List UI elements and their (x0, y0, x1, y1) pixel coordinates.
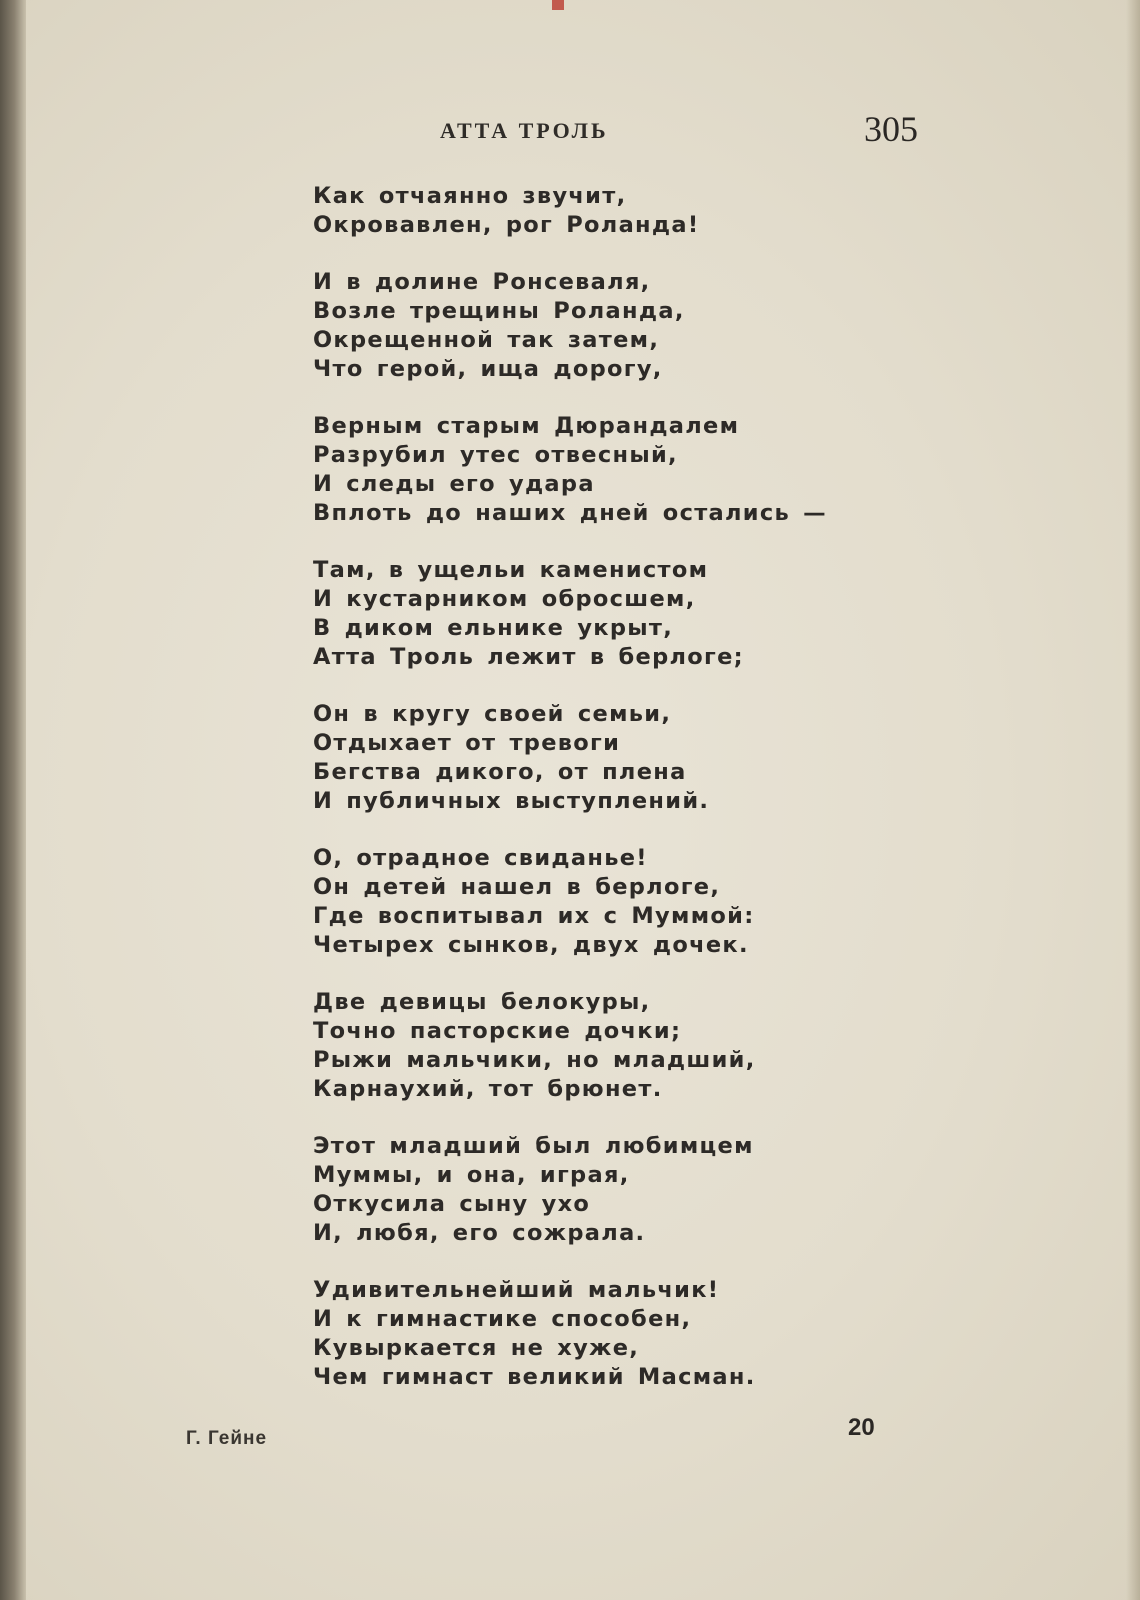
verse-line: Рыжи мальчики, но младший, (313, 1047, 756, 1073)
verse-line: Четырех сынков, двух дочек. (313, 932, 749, 958)
verse-line: В диком ельнике укрыт, (313, 615, 674, 641)
red-mark (552, 0, 564, 10)
footer-author: Г. Гейне (186, 1428, 268, 1449)
verse-line: И, любя, его сожрала. (313, 1220, 646, 1246)
verse-line: Чем гимнаст великий Масман. (313, 1364, 756, 1390)
verse-line: Где воспитывал их с Муммой: (313, 903, 755, 929)
running-title: АТТА ТРОЛЬ (440, 118, 609, 143)
page-number: 305 (864, 109, 918, 149)
verse-line: Отдыхает от тревоги (313, 730, 621, 756)
stanza (313, 412, 873, 528)
verse-line: Вплоть до наших дней остались — (313, 500, 827, 526)
verse-line: Разрубил утес отвесный, (313, 442, 678, 468)
verse-line: Бегства дикого, от плена (313, 759, 687, 785)
verse-line: Окрещенной так затем, (313, 327, 660, 353)
verse-line: Кувыркается не хуже, (313, 1335, 640, 1361)
book-spine (0, 0, 26, 1600)
verse-line: И следы его удара (313, 471, 595, 497)
verse-line: Атта Троль лежит в берлоге; (313, 644, 744, 670)
stanza (313, 182, 873, 240)
verse-line: Точно пасторские дочки; (313, 1018, 682, 1044)
verse-line: О, отрадное свиданье! (313, 845, 648, 871)
verse-line: Возле трещины Роланда, (313, 298, 685, 324)
verse-line: Верным старым Дюрандалем (313, 413, 740, 439)
verse-line: Он в кругу своей семьи, (313, 701, 672, 727)
stanza (313, 988, 873, 1104)
verse-line: Что герой, ища дорогу, (313, 356, 663, 382)
verse-line: Там, в ущельи каменистом (313, 557, 709, 583)
verse-line: Две девицы белокуры, (313, 989, 651, 1015)
stanza (313, 556, 873, 672)
stanza (313, 844, 873, 960)
verse-line: И кустарником обросшем, (313, 586, 696, 612)
verse-line: Этот младший был любимцем (313, 1133, 754, 1159)
poem-text (313, 182, 873, 1420)
verse-line: И в долине Ронсеваля, (313, 269, 651, 295)
verse-line: Карнаухий, тот брюнет. (313, 1076, 663, 1102)
verse-line: Удивительнейший мальчик! (313, 1277, 720, 1303)
verse-line: Откусила сыну ухо (313, 1191, 591, 1217)
stanza (313, 1276, 873, 1392)
verse-line: И к гимнастике способен, (313, 1306, 692, 1332)
verse-line: Как отчаянно звучит, (313, 183, 627, 209)
stanza (313, 700, 873, 816)
signature-mark: 20 (848, 1414, 875, 1441)
page-edge-shadow (1126, 0, 1140, 1600)
verse-line: Он детей нашел в берлоге, (313, 874, 721, 900)
verse-line: И публичных выступлений. (313, 788, 710, 814)
verse-line: Окровавлен, рог Роланда! (313, 212, 700, 238)
stanza (313, 268, 873, 384)
stanza (313, 1132, 873, 1248)
verse-line: Муммы, и она, играя, (313, 1162, 630, 1188)
